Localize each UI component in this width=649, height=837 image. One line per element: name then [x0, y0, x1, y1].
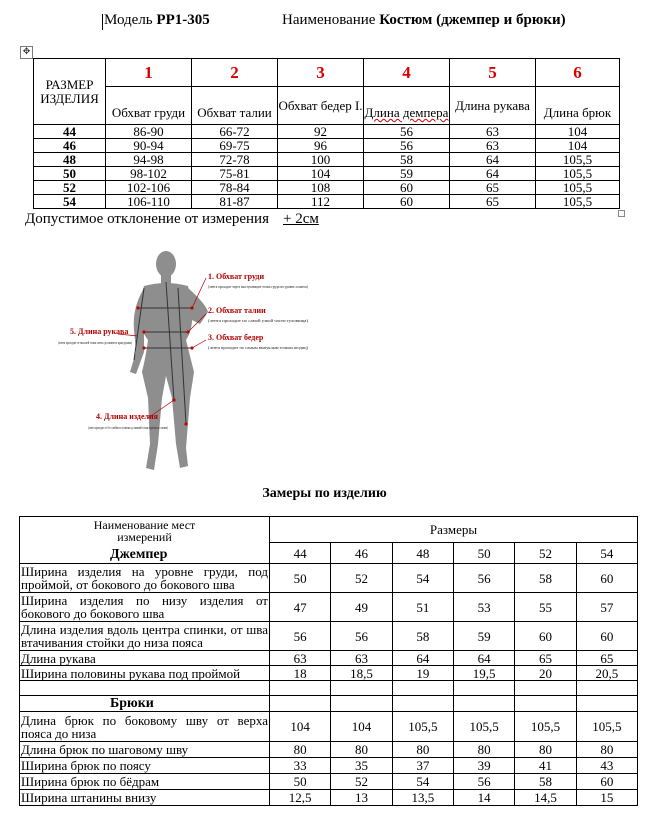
measure-value: 14: [453, 790, 514, 806]
measure-header-cell: Наименование мест измерений Джемпер: [20, 517, 270, 564]
size-cell: 75-81: [192, 167, 278, 181]
size-value: 54: [34, 195, 106, 209]
label-sleeve-desc: (лента проходит от высшей точки плеча до нижнего края рукава): [58, 340, 133, 345]
measure-value: 47: [270, 593, 331, 622]
size-row: [34, 139, 620, 153]
label-chest-desc: (лента проходит через выступающие точки груди на уровне лопаток): [208, 284, 309, 289]
column-header-chest: Обхват груди: [106, 87, 192, 125]
measure-value: 63: [331, 651, 392, 666]
measure-value: 56: [453, 564, 514, 593]
measure-row: [20, 790, 638, 806]
spacer-cell: [20, 681, 270, 696]
label-waist-desc: (лента проходит по самой узкой части туловища): [208, 318, 309, 323]
measure-value: 52: [331, 774, 392, 790]
column-header-waist: Обхват талии: [192, 87, 278, 125]
label-hips-title: 3. Обхват бедер: [208, 333, 264, 342]
size-cell: 78-84: [192, 181, 278, 195]
size-cell: 64: [450, 153, 536, 167]
size-cell: 65: [450, 195, 536, 209]
table-move-handle-icon[interactable]: ✥: [20, 46, 33, 59]
measure-value: 20: [515, 666, 576, 681]
size-cell: 72-78: [192, 153, 278, 167]
size-cell: 58: [364, 153, 450, 167]
measure-row: [20, 622, 638, 651]
label-sleeve-title: 5. Длина рукава: [70, 327, 129, 336]
product-name-line: Наименование Костюм (джемпер и брюки): [282, 12, 566, 28]
measure-value: 53: [453, 593, 514, 622]
size-cell: 64: [450, 167, 536, 181]
table-resize-handle[interactable]: [618, 210, 625, 217]
measure-value: 56: [453, 774, 514, 790]
measurement-figure: [58, 248, 318, 474]
measure-value: 54: [392, 564, 453, 593]
text-cursor: [102, 14, 103, 30]
tolerance-value: + 2см: [282, 211, 319, 227]
measure-value: 19,5: [453, 666, 514, 681]
size-cell: 100: [278, 153, 364, 167]
measure-value: 64: [453, 651, 514, 666]
measure-value: 105,5: [392, 712, 453, 742]
measure-value: 104: [331, 712, 392, 742]
size-value: 50: [34, 167, 106, 181]
jumper-rows: [20, 564, 638, 681]
measure-value: 14,5: [515, 790, 576, 806]
measure-value: 105,5: [576, 712, 637, 742]
measure-value: 39: [453, 758, 514, 774]
label-waist-title: 2. Обхват талии: [208, 306, 266, 315]
size-cell: 66-72: [192, 125, 278, 139]
measure-value: 58: [392, 622, 453, 651]
size-cell: 108: [278, 181, 364, 195]
size-row: [34, 195, 620, 209]
measure-label: Длина изделия вдоль центра спинки, от шва втачивания стойки до низа пояса: [21, 622, 268, 650]
column-number: 4: [364, 59, 450, 87]
measure-value: 43: [576, 758, 637, 774]
size-cell: 56: [364, 125, 450, 139]
measure-section-title: Замеры по изделию: [262, 486, 387, 501]
measure-label: Ширина брюк по бёдрам: [20, 774, 270, 790]
size-cell: 60: [364, 181, 450, 195]
size-cell: 63: [450, 139, 536, 153]
size-row: [34, 125, 620, 139]
tolerance-note: Допустимое отклонение от измерения + 2см: [25, 211, 319, 227]
measure-value: 60: [576, 564, 637, 593]
measure-value: 105,5: [515, 712, 576, 742]
measure-value: 51: [392, 593, 453, 622]
measure-value: 80: [392, 742, 453, 758]
model-number: PP1-305: [156, 12, 210, 28]
size-row: [34, 181, 620, 195]
measure-label: Ширина брюк по поясу: [20, 758, 270, 774]
size-cell: 106-110: [106, 195, 192, 209]
pants-rows: [20, 712, 638, 806]
measure-value: 13,5: [392, 790, 453, 806]
measure-value: 64: [392, 651, 453, 666]
measure-value: 60: [515, 622, 576, 651]
size-header-cell: РАЗМЕР ИЗДЕЛИЯ: [34, 59, 106, 125]
measure-value: 41: [515, 758, 576, 774]
measure-label: Ширина половины рукава под проймой: [20, 666, 270, 681]
size-cell: 98-102: [106, 167, 192, 181]
size-cell: 105,5: [536, 153, 620, 167]
measure-value: 20,5: [576, 666, 637, 681]
size-label: 54: [576, 543, 637, 564]
label-length-desc: (лента проходит от 6-го шейного позвонка до нижней точки изделия по спинке): [88, 425, 169, 430]
size-cell: 92: [278, 125, 364, 139]
column-header-jumper-length: Длина демпера: [364, 87, 450, 125]
measure-row: [20, 651, 638, 666]
measure-label: Длина брюк по боковому шву от верха пояса до низа: [21, 712, 268, 741]
measure-label: Длина брюк по шаговому шву: [20, 742, 270, 758]
measure-label: Длина рукава: [20, 651, 270, 666]
measure-value: 104: [270, 712, 331, 742]
size-cell: 56: [364, 139, 450, 153]
measure-value: 12,5: [270, 790, 331, 806]
product-name: Костюм (джемпер и брюки): [379, 12, 566, 28]
size-cell: 94-98: [106, 153, 192, 167]
measure-row: [20, 666, 638, 681]
column-number: 6: [536, 59, 620, 87]
size-cell: 90-94: [106, 139, 192, 153]
sizes-header: Размеры: [270, 517, 638, 543]
size-cell: 104: [536, 125, 620, 139]
measure-value: 56: [331, 622, 392, 651]
size-value: 46: [34, 139, 106, 153]
measure-label: Ширина изделия по низу изделия от бокового до бокового шва: [21, 593, 268, 621]
measure-row: [20, 712, 638, 742]
size-cell: 96: [278, 139, 364, 153]
measure-value: 58: [515, 774, 576, 790]
size-cell: 105,5: [536, 181, 620, 195]
measure-label: Ширина штанины внизу: [20, 790, 270, 806]
measure-value: 33: [270, 758, 331, 774]
label-length-title: 4. Длина изделия: [96, 412, 158, 421]
size-cell: 60: [364, 195, 450, 209]
size-cell: 59: [364, 167, 450, 181]
size-label: 46: [331, 543, 392, 564]
document-header: [104, 12, 624, 34]
model-line: Модель PP1-305: [104, 12, 210, 28]
measure-value: 15: [576, 790, 637, 806]
measure-value: 65: [576, 651, 637, 666]
measure-value: 57: [576, 593, 637, 622]
column-header-pants-length: Длина брюк: [536, 87, 620, 125]
size-cell: 81-87: [192, 195, 278, 209]
measure-value: 58: [515, 564, 576, 593]
measure-value: 80: [515, 742, 576, 758]
size-cell: 105,5: [536, 167, 620, 181]
size-cell: 104: [536, 139, 620, 153]
measure-label: Ширина изделия на уровне груди, под проймой, от бокового до бокового шва: [21, 564, 268, 592]
measure-value: 80: [270, 742, 331, 758]
measure-value: 63: [270, 651, 331, 666]
size-label: 52: [515, 543, 576, 564]
measure-value: 49: [331, 593, 392, 622]
size-row: [34, 167, 620, 181]
column-number: 1: [106, 59, 192, 87]
size-cell: 112: [278, 195, 364, 209]
measure-row: [20, 758, 638, 774]
size-label: 48: [392, 543, 453, 564]
column-header-sleeve-length: Длина рукава: [450, 87, 536, 125]
label-hips-desc: (лента проходит по самым выпуклым точкам ягодиц): [208, 345, 309, 350]
measure-value: 18: [270, 666, 331, 681]
size-row: [34, 153, 620, 167]
measure-row: [20, 564, 638, 593]
size-value: 48: [34, 153, 106, 167]
size-cell: 102-106: [106, 181, 192, 195]
measure-value: 65: [515, 651, 576, 666]
size-cell: 105,5: [536, 195, 620, 209]
size-cell: 104: [278, 167, 364, 181]
size-cell: 63: [450, 125, 536, 139]
measure-value: 80: [576, 742, 637, 758]
size-cell: 69-75: [192, 139, 278, 153]
measure-value: 37: [392, 758, 453, 774]
column-number: 3: [278, 59, 364, 87]
measure-value: 59: [453, 622, 514, 651]
measure-value: 52: [331, 564, 392, 593]
size-label: 44: [270, 543, 331, 564]
measure-value: 54: [392, 774, 453, 790]
column-header-hips: Обхват бедер I.: [278, 87, 364, 125]
section-pants: Брюки: [20, 696, 270, 712]
measure-value: 19: [392, 666, 453, 681]
measure-value: 50: [270, 774, 331, 790]
measure-row: [20, 774, 638, 790]
measure-row: [20, 593, 638, 622]
size-label: 50: [453, 543, 514, 564]
measure-value: 18,5: [331, 666, 392, 681]
size-table-body: [34, 125, 620, 209]
column-number: 5: [450, 59, 536, 87]
size-table: [33, 58, 620, 209]
section-jumper: Джемпер: [110, 547, 168, 562]
column-number: 2: [192, 59, 278, 87]
size-value: 52: [34, 181, 106, 195]
measurements-table: [19, 516, 638, 806]
size-value: 44: [34, 125, 106, 139]
label-chest-title: 1. Обхват груди: [208, 272, 265, 281]
measure-row: [20, 742, 638, 758]
woman-silhouette: [130, 251, 208, 470]
size-cell: 65: [450, 181, 536, 195]
measure-value: 105,5: [453, 712, 514, 742]
size-cell: 86-90: [106, 125, 192, 139]
measure-value: 80: [331, 742, 392, 758]
measure-value: 56: [270, 622, 331, 651]
measure-value: 80: [453, 742, 514, 758]
measure-value: 13: [331, 790, 392, 806]
measure-value: 60: [576, 622, 637, 651]
measure-value: 35: [331, 758, 392, 774]
measure-value: 50: [270, 564, 331, 593]
measure-value: 60: [576, 774, 637, 790]
measure-value: 55: [515, 593, 576, 622]
